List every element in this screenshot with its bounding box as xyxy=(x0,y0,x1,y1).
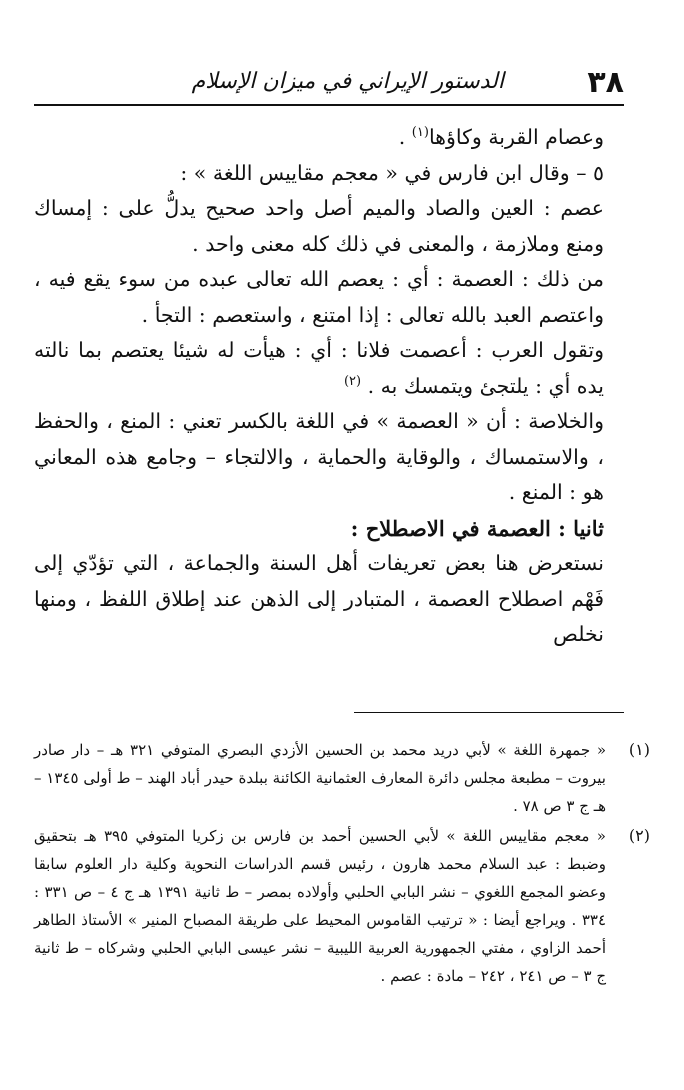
paragraph-4: من ذلك : العصمة : أي : يعصم الله تعالى عبده من سوء يقع فيه ، واعتصم العبد بالله تعالى : إذا امتنع ، واستعصم : التجأ . xyxy=(34,267,604,327)
header-rule xyxy=(34,104,624,106)
section-heading: ثانيا : العصمة في الاصطلاح : xyxy=(350,515,604,541)
running-title: الدستور الإيراني في ميزان الإسلام xyxy=(191,69,504,94)
footnote-1-number: (١) xyxy=(628,740,650,759)
paragraph-6: والخلاصة : أن « العصمة » في اللغة بالكسر تعني : المنع ، والحفظ ، والاستمساك ، والوقاية والحماية ، والالتجاء – وجامع هذه المعاني هو : المنع . xyxy=(34,409,604,504)
paragraph-1 xyxy=(34,120,624,156)
footnotes xyxy=(34,736,650,992)
page-header xyxy=(34,62,624,106)
footnote-2 xyxy=(34,822,650,990)
paragraph-7: نستعرض هنا بعض تعريفات أهل السنة والجماعة ، التي تؤدّي إلى فَهْم اصطلاح العصمة ، المتبادر إلى الذهن عند إطلاق اللفظ ، ومنها نخلص xyxy=(34,551,604,646)
page-number: ٣٨ xyxy=(587,65,624,100)
footnote-2-text: « معجم مقاييس اللغة » لأبي الحسين أحمد بن فارس بن زكريا المتوفي ٣٩٥ هـ بتحقيق وضبط : عبد السلام محمد هارون ، رئيس قسم الدراسات النحوية وكلية دار العلوم سابقا وعضو المجمع اللغوي – نشر البابي الحلبي وأولاده بمصر – ط ثانية ١٣٩١ هـ ج ٤ – ص ٣٣١ : ٣٣٤ . ويراجع أيضا : « ترتيب القاموس المحيط على طريقة المصباح المنير » الأستاذ الطاهر أحمد الزاوي ، مفتي الجمهورية العربية الليبية – نشر عيسى البابي الحلبي وشركاه – ط ثانية ج ٣ – ص ٢٤١ ، ٢٤٢ – مادة : عصم . xyxy=(34,827,607,985)
footnote-separator xyxy=(354,712,624,713)
footnote-1 xyxy=(34,736,650,820)
paragraph-2: ٥ – وقال ابن فارس في « معجم مقاييس اللغة » : xyxy=(180,160,604,185)
footnote-ref-1: (١) xyxy=(411,125,429,141)
main-text xyxy=(34,120,624,653)
paragraph-1-end: . xyxy=(398,125,412,149)
paragraph-5 xyxy=(34,333,624,404)
paragraph-1-text: وعصام القربة وكاؤها xyxy=(428,125,604,149)
paragraph-5-text: وتقول العرب : أعصمت فلانا : أي : هيأت له شيئا يعتصم بما نالته يده أي : يلتجئ ويتمسك به . xyxy=(34,338,604,398)
footnote-1-text: « جمهرة اللغة » لأبي دريد محمد بن الحسين الأزدي البصري المتوفي ٣٢١ هـ – دار صادر بيروت – مطبعة مجلس دائرة المعارف العثمانية الكائنة ببلدة حيدر أباد الهند – ط أولى ١٣٤٥ – هـ ج ٣ ص ٧٨ . xyxy=(34,741,606,815)
paragraph-3: عصم : العين والصاد والميم أصل واحد صحيح يدلُّ على : إمساك ومنع وملازمة ، والمعنى في ذلك كله معنى واحد . xyxy=(34,196,604,256)
footnote-2-number: (٢) xyxy=(628,826,650,845)
footnote-ref-2: (٢) xyxy=(343,373,362,389)
